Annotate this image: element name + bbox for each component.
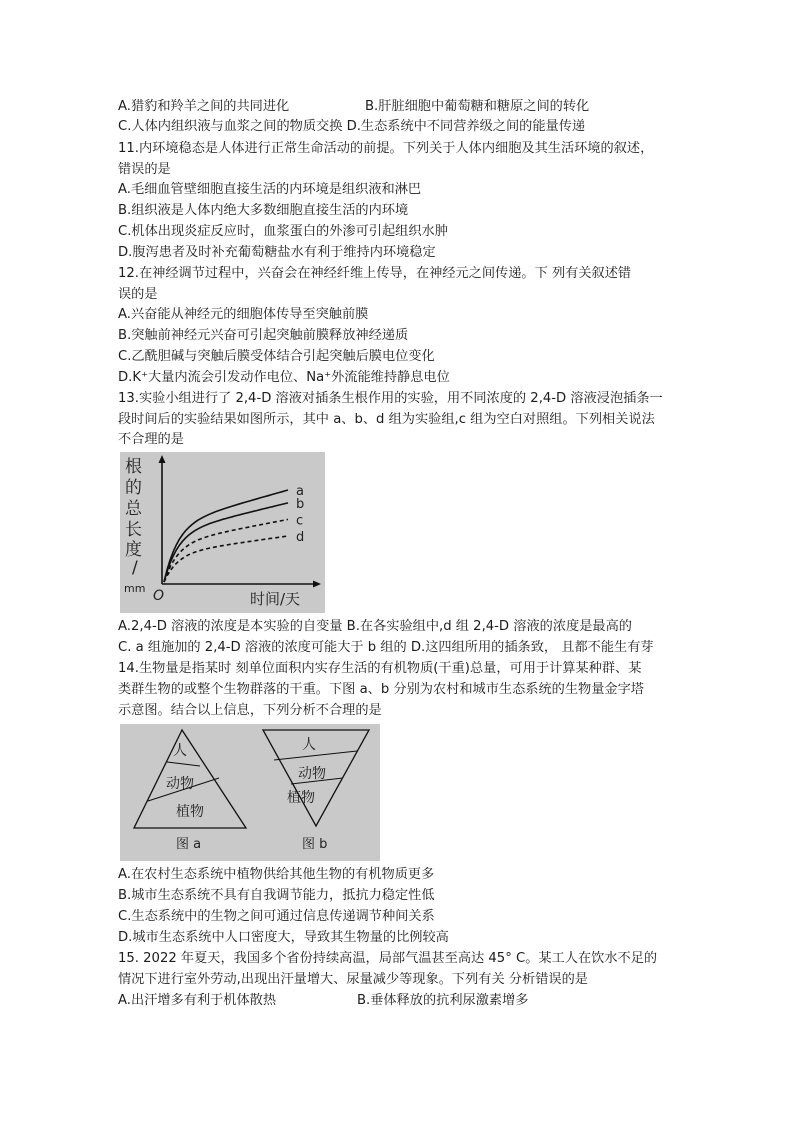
root-length-chart [120,452,325,613]
series-label-a: a [296,484,304,499]
pyramid-b-middle-label: 动物 [298,766,326,782]
y-axis-label-char: 总 [125,499,142,519]
q13-option-ab: A.2,4-D 溶液的浓度是本实验的自变量 B.在各实验组中,d 组 2,4-D 溶液的浓度是最高的 [118,619,632,634]
y-axis-label-char: 度 [125,540,142,560]
series-label-d: d [296,530,305,545]
q10-option-cd: C.人体内组织液与血浆之间的物质交换 D.生态系统中不同营养级之间的能量传递 [118,119,586,134]
root-length-chart-svg [120,452,325,613]
y-axis-label-char: / [132,558,138,578]
q14-option-a: A.在农村生态系统中植物供给其他生物的有机物质更多 [118,867,435,882]
q14-option-b: B.城市生态系统不具有自我调节能力，抵抗力稳定性低 [118,888,435,903]
q11-option-c: C.机体出现炎症反应时，血浆蛋白的外渗可引起组织水肿 [118,224,448,239]
y-axis-label-char: mm [124,582,146,595]
q11-option-b: B.组织液是人体内绝大多数细胞直接生活的内环境 [118,203,409,218]
q11-option-d: D.腹泻患者及时补充葡萄糖盐水有利于维持内环境稳定 [118,245,436,260]
q13-stem-line2: 段时间后的实验结果如图所示，其中 a、b、d 组为实验组,c 组为空白对照组。下列相关说法 [118,412,655,427]
q11-option-a: A.毛细血管壁细胞直接生活的内环境是组织液和淋巴 [118,182,422,197]
pyramid-a-divider-top [167,762,200,766]
q12-option-a: A.兴奋能从神经元的细胞体传导至突触前膜 [118,307,369,322]
q14-stem-line2: 类群生物的或整个生物群落的干重。下图 a、b 分别为农村和城市生态系统的生物量金字塔 [118,682,644,697]
biomass-pyramid-figure [120,724,380,861]
q11-stem-line2: 错误的是 [118,162,171,177]
series-line-d [164,536,288,582]
y-axis-label [124,456,145,595]
pyramid-a [134,730,246,852]
q13-stem-line3: 不合理的是 [118,432,184,447]
y-axis-label-char: 根 [125,457,142,477]
q14-stem-line1: 14.生物量是指某时 刻单位面积内实存生活的有机物质(干重)总量，可用于计算某种群、某 [118,661,642,676]
series-label-b: b [296,496,305,512]
q14-stem-line3: 示意图。结合以上信息，下列分析不合理的是 [118,703,382,718]
series-line-c [164,519,288,582]
q11-stem-line1: 11.内环境稳态是人体进行正常生命活动的前提。下列关于人体内细胞及其生活环境的叙述， [118,141,654,156]
pyramid-b-bottom-label: 植物 [287,790,315,806]
q10-option-a: A.猎豹和羚羊之间的共同进化 [118,99,290,114]
q15-stem-line1: 15. 2022 年夏天，我国多个省份持续高温，局部气温甚至高达 45° C。某工人在饮水不足的 [118,951,658,966]
biomass-pyramid-svg [120,724,380,861]
q13-stem-line1: 13.实验小组进行了 2,4-D 溶液对插条生根作用的实验，用不同浓度的 2,4-D 溶液浸泡插条一 [118,391,663,406]
q12-stem-line1: 12.在神经调节过程中，兴奋会在神经纤维上传导，在神经元之间传递。下 列有关叙述错 [118,266,632,281]
q12-option-d: D.K⁺大量内流会引发动作电位、Na⁺外流能维持静息电位 [118,370,450,385]
y-axis-label-char: 的 [125,478,142,498]
q12-option-c: C.乙酰胆碱与突触后膜受体结合引起突触后膜电位变化 [118,349,435,364]
q15-option-b: B.垂体释放的抗利尿激素增多 [357,993,529,1008]
origin-label: O [153,588,165,604]
pyramid-a-top-label: 人 [173,743,187,759]
q15-option-a: A.出汗增多有利于机体散热 [118,993,277,1008]
q13-option-cd: C. a 组施加的 2,4-D 溶液的浓度可能大于 b 组的 D.这四组所用的插条致， 且都不能生有芽 [118,640,654,655]
q15-stem-line2: 情况下进行室外劳动,出现出汗量增大、尿量减少等现象。下列有关 分析错误的是 [118,972,588,987]
series-line-b [164,503,288,582]
x-axis-label: 时间/天 [250,590,301,608]
q12-stem-line2: 误的是 [118,287,158,302]
series-label-c: c [296,513,304,529]
y-axis-label-char: 长 [125,520,142,540]
y-axis-arrow [159,455,166,463]
q14-option-d: D.城市生态系统中人口密度大，导致其生物量的比例较高 [118,930,449,945]
pyramid-a-bottom-label: 植物 [176,804,204,820]
pyramid-b-top-label: 人 [302,737,316,753]
q10-option-b: B.肝脏细胞中葡萄糖和糖原之间的转化 [365,99,590,114]
series-line-a [164,490,288,582]
x-axis-arrow [313,581,321,588]
pyramid-a-middle-label: 动物 [166,776,194,792]
q14-option-c: C.生态系统中的生物之间可通过信息传递调节种间关系 [118,909,435,924]
series-curves [164,484,304,582]
pyramid-b [263,730,369,852]
pyramid-a-caption: 图 a [176,837,202,852]
pyramid-b-caption: 图 b [302,837,328,852]
q12-option-b: B.突触前神经元兴奋可引起突触前膜释放神经递质 [118,328,409,343]
